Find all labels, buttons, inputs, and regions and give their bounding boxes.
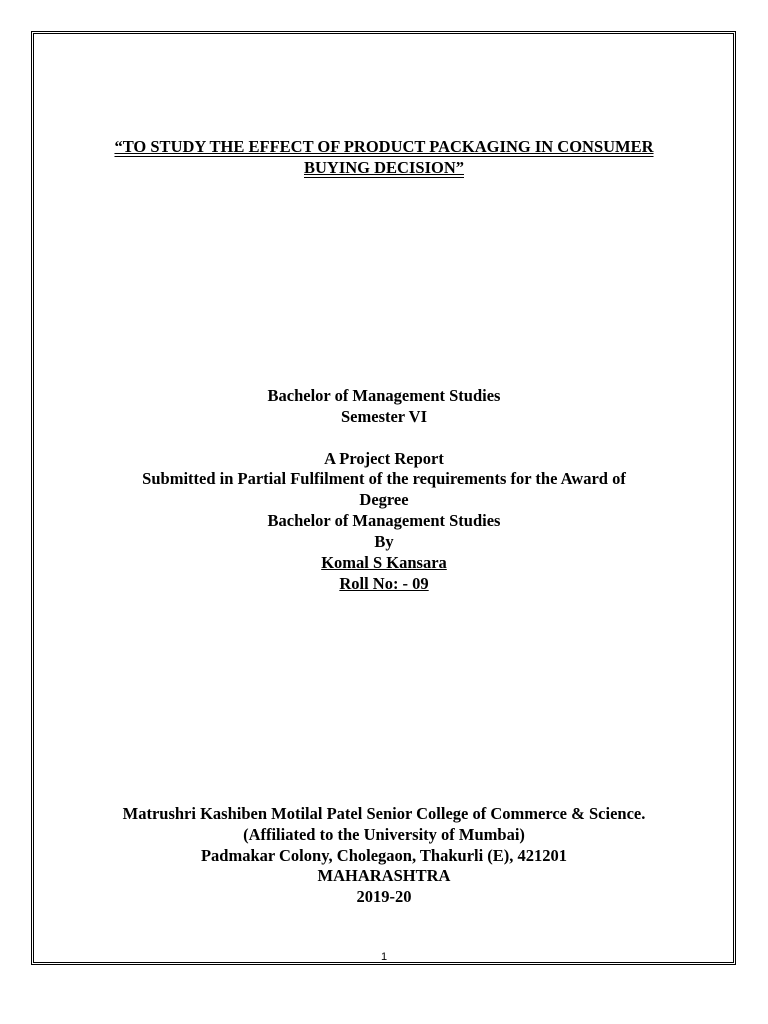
report-type: A Project Report <box>324 449 444 468</box>
roll-number: Roll No: - 09 <box>339 574 429 593</box>
program-name: Bachelor of Management Studies <box>267 386 501 405</box>
affiliation: (Affiliated to the University of Mumbai) <box>243 825 525 844</box>
page-number: 1 <box>380 951 388 963</box>
college-name: Matrushri Kashiben Motilal Patel Senior College of Commerce & Science. <box>122 804 646 823</box>
title-line-1: “TO STUDY THE EFFECT OF PRODUCT PACKAGING IN CONSUMER <box>114 137 654 156</box>
state: MAHARASHTRA <box>317 866 451 885</box>
semester: Semester VI <box>341 407 427 426</box>
submission-line-1: Submitted in Partial Fulfilment of the requirements for the Award of <box>142 469 626 488</box>
college-address: Padmakar Colony, Cholegaon, Thakurli (E), 421201 <box>200 846 568 865</box>
submission-line-2: Degree <box>359 490 409 509</box>
academic-year: 2019-20 <box>356 887 412 906</box>
author-name: Komal S Kansara <box>321 553 447 572</box>
by-label: By <box>374 532 394 551</box>
title-line-2: BUYING DECISION” <box>304 158 464 177</box>
degree-name: Bachelor of Management Studies <box>267 511 501 530</box>
